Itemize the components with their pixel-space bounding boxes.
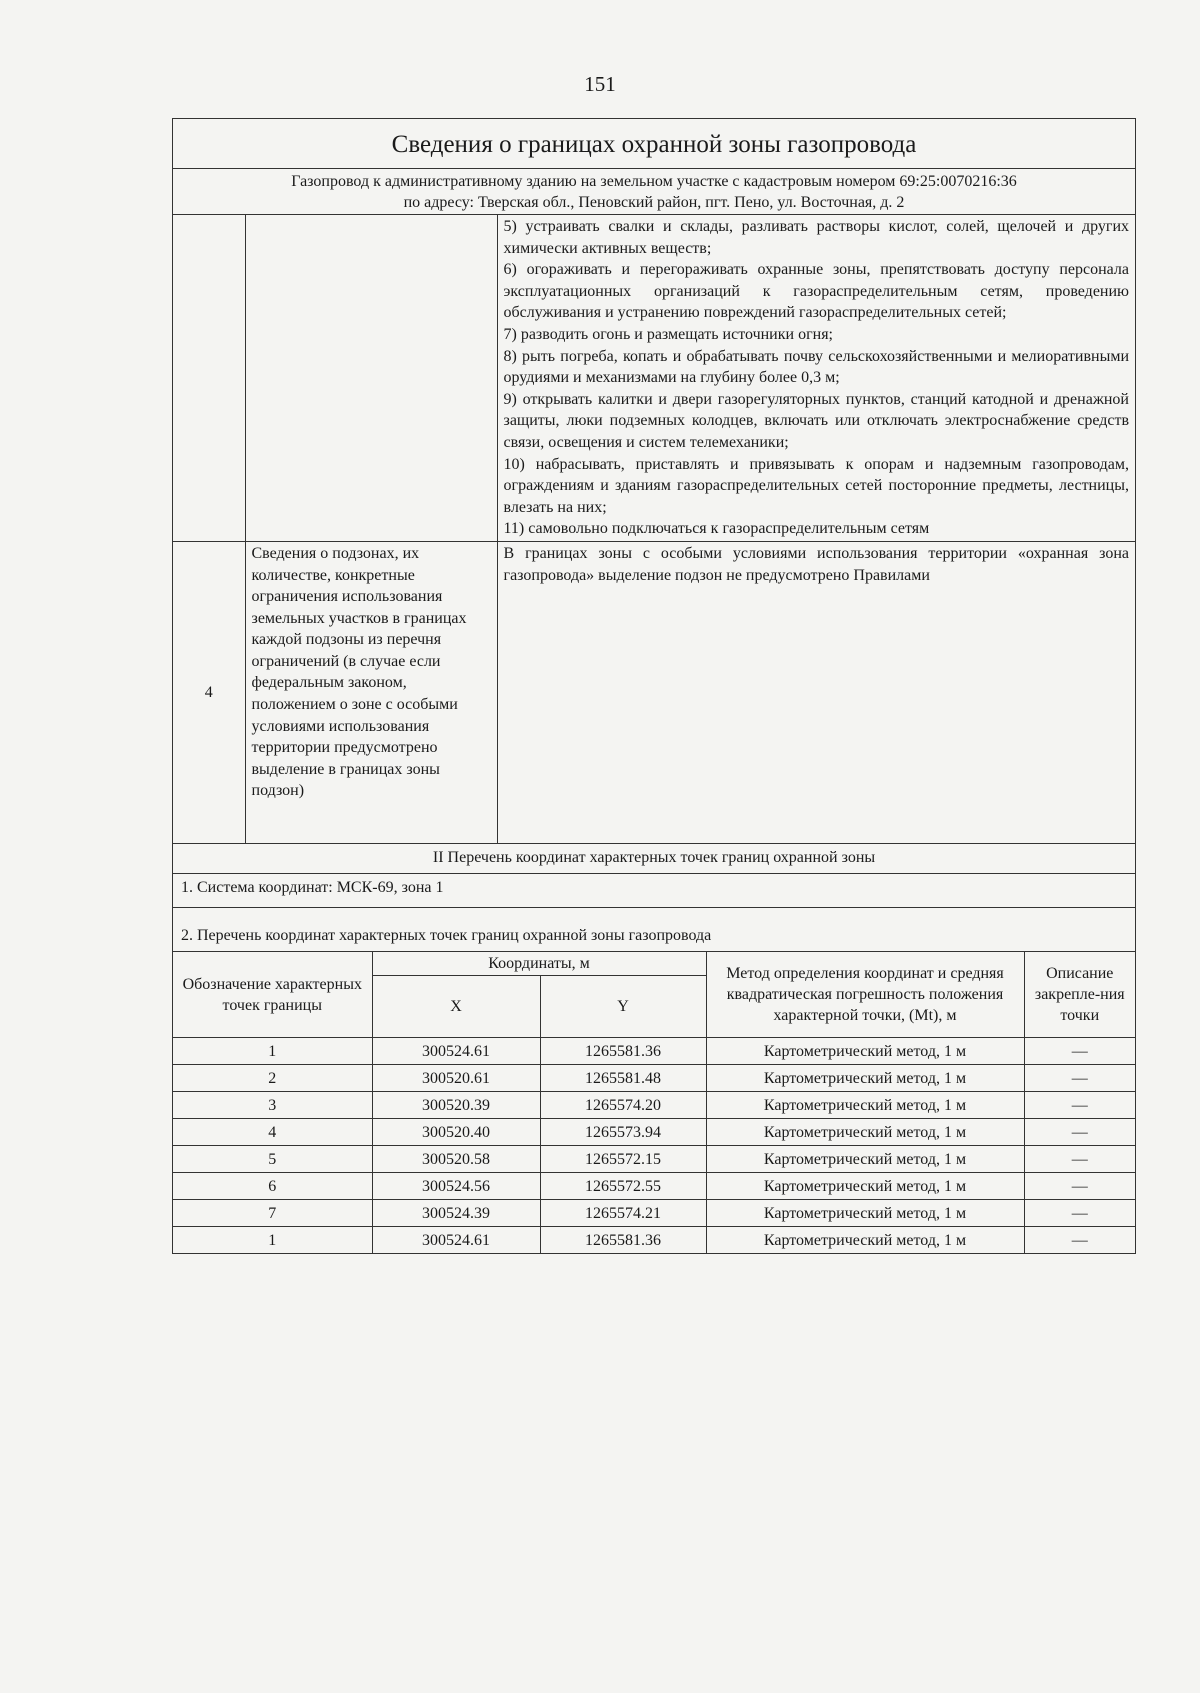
restriction-item: 8) рыть погреба, копать и обрабатывать почву сельскохозяйственными и мелиоративными орудиями и механизмами на глубину более 0,3 м; <box>503 347 1129 387</box>
header-method <box>706 952 1024 1038</box>
cell-point: 1 <box>173 1227 372 1254</box>
page-number: 151 <box>584 72 616 96</box>
table-row <box>173 1092 1135 1119</box>
cell-method: Картометрический метод, 1 м <box>706 1146 1024 1173</box>
document-title: Сведения о границах охранной зоны газопровода <box>173 119 1135 169</box>
restriction-item: 5) устраивать свалки и склады, разливать растворы кислот, солей, щелочей и других химически активных веществ; <box>503 218 1129 257</box>
cell-description: — <box>1024 1146 1135 1173</box>
table-row <box>173 1200 1135 1227</box>
row-number: 4 <box>173 541 245 843</box>
cell-y: 1265581.48 <box>540 1065 706 1092</box>
coordinate-system: 1. Система координат: МСК-69, зона 1 <box>173 874 1135 908</box>
cell-description: — <box>1024 1200 1135 1227</box>
cell-point: 4 <box>173 1119 372 1146</box>
table-row <box>173 1038 1135 1065</box>
table-row <box>173 1119 1135 1146</box>
cell-y: 1265572.15 <box>540 1146 706 1173</box>
cell-x: 300524.56 <box>372 1173 540 1200</box>
cell-description: — <box>1024 1065 1135 1092</box>
cell-y: 1265572.55 <box>540 1173 706 1200</box>
cell-x: 300520.40 <box>372 1119 540 1146</box>
cell-x: 300520.61 <box>372 1065 540 1092</box>
header-x: X <box>372 976 540 1038</box>
cell-description: — <box>1024 1038 1135 1065</box>
cell-method: Картометрический метод, 1 м <box>706 1173 1024 1200</box>
cell-point: 7 <box>173 1200 372 1227</box>
restriction-item: 7) разводить огонь и размещать источники огня; <box>503 325 833 343</box>
subzones-row <box>173 541 1135 843</box>
cell-point: 2 <box>173 1065 372 1092</box>
cell-y: 1265581.36 <box>540 1227 706 1254</box>
section-heading: II Перечень координат характерных точек границ охранной зоны <box>173 843 1135 874</box>
restriction-item: 9) открывать калитки и двери газорегуляторных пунктов, станций катодной и дренажной защиты, люки подземных колодцев, включать или отключать электроснабжение средств связи, освещения и систем телемеханики; <box>503 390 1129 451</box>
cell-point: 5 <box>173 1146 372 1173</box>
cell-point: 3 <box>173 1092 372 1119</box>
document-frame <box>172 118 1136 1254</box>
cell-description: — <box>1024 1227 1135 1254</box>
header-coordinates: Координаты, м <box>372 952 706 976</box>
table-row <box>173 1146 1135 1173</box>
cell-x: 300520.39 <box>372 1092 540 1119</box>
table-row <box>173 1065 1135 1092</box>
cell-y: 1265574.20 <box>540 1092 706 1119</box>
header-point: Обозначение характерных точек границы <box>173 952 372 1038</box>
table-row <box>173 1227 1135 1254</box>
coordinates-table <box>173 952 1135 1253</box>
header-method-text: Метод определения координат и средняя квадратическая погрешность положения характерной точки, (Mt), м <box>726 965 1004 1025</box>
cell-x: 300524.61 <box>372 1227 540 1254</box>
cell-method: Картометрический метод, 1 м <box>706 1119 1024 1146</box>
info-table <box>173 215 1135 843</box>
restrictions-number-cell <box>173 215 245 541</box>
cell-point: 6 <box>173 1173 372 1200</box>
cell-y: 1265581.36 <box>540 1038 706 1065</box>
cell-description: — <box>1024 1119 1135 1146</box>
subtitle-line-2: по адресу: Тверская обл., Пеновский район, пгт. Пено, ул. Восточная, д. 2 <box>403 194 905 211</box>
restrictions-row <box>173 215 1135 541</box>
restriction-item: 6) огораживать и перегораживать охранные зоны, препятствовать доступу персонала эксплуатационных организаций к газораспределительным сетям, проведению обслуживания и устранению повреждений газораспределительных сетей; <box>503 261 1129 322</box>
cell-description: — <box>1024 1173 1135 1200</box>
subzones-label: Сведения о подзонах, их количестве, конкретные ограничения использования земельных участков в границах каждой подзоны из перечня ограничений (в случае если федеральным законом, положением о зоне с особыми условиями использования территории предусмотрено выделение в границах зоны подзон) <box>245 541 497 843</box>
cell-x: 300520.58 <box>372 1146 540 1173</box>
cell-x: 300524.61 <box>372 1038 540 1065</box>
header-y: Y <box>540 976 706 1038</box>
cell-description: — <box>1024 1092 1135 1119</box>
cell-method: Картометрический метод, 1 м <box>706 1200 1024 1227</box>
cell-point: 1 <box>173 1038 372 1065</box>
cell-method: Картометрический метод, 1 м <box>706 1227 1024 1254</box>
restriction-item: 10) набрасывать, приставлять и привязывать к опорам и надземным газопроводам, ограждениям и зданиям газораспределительных сетей посторонние предметы, лестницы, влезать на них; <box>503 455 1129 516</box>
subtitle-line-1: Газопровод к административному зданию на земельном участке с кадастровым номером 69:25:0070216:36 <box>291 173 1017 190</box>
document-subtitle <box>173 169 1135 215</box>
restrictions-label-cell <box>245 215 497 541</box>
restrictions-list <box>497 215 1135 541</box>
subzones-value: В границах зоны с особыми условиями использования территории «охранная зона газопровода» выделение подзон не предусмотрено Правилами <box>497 541 1135 843</box>
cell-method: Картометрический метод, 1 м <box>706 1092 1024 1119</box>
cell-y: 1265573.94 <box>540 1119 706 1146</box>
cell-method: Картометрический метод, 1 м <box>706 1038 1024 1065</box>
header-description: Описание закрепле-ния точки <box>1024 952 1135 1038</box>
restriction-item: 11) самовольно подключаться к газораспределительным сетям <box>503 520 930 538</box>
table-row <box>173 1173 1135 1200</box>
cell-y: 1265574.21 <box>540 1200 706 1227</box>
cell-method: Картометрический метод, 1 м <box>706 1065 1024 1092</box>
coordinates-list-title: 2. Перечень координат характерных точек границ охранной зоны газопровода <box>173 908 1135 952</box>
cell-x: 300524.39 <box>372 1200 540 1227</box>
